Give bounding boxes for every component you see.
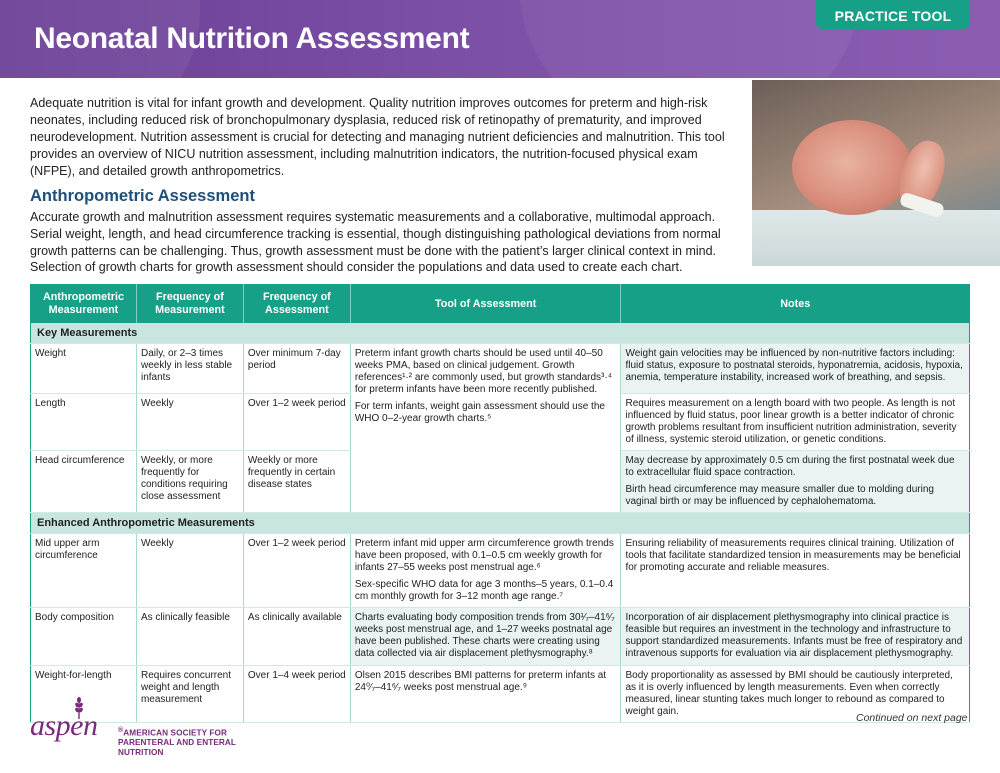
group-row-key xyxy=(31,323,970,344)
cell-notes: Requires measurement on a length board with two people. As length is not influenced by fluid status, poor linear growth is a better indicator of chronic growth problems resultant from insufficient nutrition administration, severity of illness, systemic steroid utilization, or genetic conditions. xyxy=(621,393,970,450)
tool-text: For term infants, weight gain assessment should use the WHO 0–2-year growth charts.⁵ xyxy=(354,400,605,424)
header-decoration xyxy=(520,0,860,78)
cell-tool xyxy=(350,343,621,512)
section-body: Accurate growth and malnutrition assessment requires systematic measurements and a collaborative, multimodal approach. Serial weight, length, and head circumference tracking is essential, though distinguishing pathological deviations from normal growth patterns can be challenging. Thus, growth assessment must be done with the patient’s larger clinical context in mind. Selection of growth charts for growth assessment should consider the populations and data used to create each chart. xyxy=(30,210,721,275)
tool-text: Preterm infant growth charts should be used until 40–50 weeks PMA, based on clinical judgement. Growth references¹·² are commonly used, but growth standards³·⁴ for preterm infants have been more recently published. xyxy=(354,347,613,395)
cell-measurement: Weight-for-length xyxy=(31,665,137,722)
cell-freq-measure: Daily, or 2–3 times weekly in less stable infants xyxy=(136,343,243,393)
cell-freq-measure: Weekly, or more frequently for conditions requiring close assessment xyxy=(136,450,243,512)
cell-notes: Incorporation of air displacement plethysmography into clinical practice is feasible but requires an investment in the technology and infrastructure to support standardized measurements. Infants must be free of respiratory and intravenous supports for evaluation via air displacement plethysmography. xyxy=(621,607,970,665)
table-row xyxy=(31,533,970,607)
group-row-enhanced xyxy=(31,512,970,533)
group-label: Key Measurements xyxy=(31,323,970,344)
practice-tool-badge: PRACTICE TOOL xyxy=(816,0,970,30)
cell-freq-measure: Weekly xyxy=(136,533,243,607)
page-title: Neonatal Nutrition Assessment xyxy=(34,22,470,55)
anthropometric-table xyxy=(30,284,970,723)
cell-tool xyxy=(350,533,621,607)
table-header-row xyxy=(31,285,970,323)
cell-notes: Ensuring reliability of measurements requires clinical training. Utilization of tools that facilitate standardized tension in measurements may be beneficial for promoting accurate and reliable measures. xyxy=(621,533,970,607)
cell-freq-measure: Requires concurrent weight and length measurement xyxy=(136,665,243,722)
cell-freq-assess: Weekly or more frequently in certain disease states xyxy=(243,450,350,512)
group-label: Enhanced Anthropometric Measurements xyxy=(31,512,970,533)
notes-text: May decrease by approximately 0.5 cm during the first postnatal week due to extracellular fluid space contraction. xyxy=(625,454,955,478)
cell-tool: Charts evaluating body composition trends from 30¹⁄₇–41⁶⁄₇ weeks post menstrual age, and 1–27 weeks postnatal age have been published. These charts were creating using data collected via air displacement plethysmography.⁸ xyxy=(350,607,621,665)
cell-freq-assess: Over 1–2 week period xyxy=(243,533,350,607)
newborn-photo xyxy=(752,80,1000,266)
cell-measurement: Body composition xyxy=(31,607,137,665)
intro-paragraph: Adequate nutrition is vital for infant growth and development. Quality nutrition improves outcomes for preterm and high-risk neonates, including reduced risk of bronchopulmonary dysplasia, reduced risk of retinopathy of prematurity, and improved neurodevelopment. Nutrition assessment is crucial for detecting and managing nutrient deficiencies and malnutrition. This tool provides an overview of NICU nutrition assessment, including malnutrition indicators, the nutrition-focused physical exam (NFPE), and detailed growth anthropometrics. xyxy=(30,96,725,178)
logo-organization xyxy=(118,726,270,757)
cell-freq-measure: Weekly xyxy=(136,393,243,450)
column-header: Tool of Assessment xyxy=(350,285,621,323)
tool-text: Preterm infant mid upper arm circumference growth trends have been proposed, with 0.1–0.5 cm weekly growth for infants 27–55 weeks post menstrual age.⁶ xyxy=(354,537,614,573)
cell-freq-measure: As clinically feasible xyxy=(136,607,243,665)
logo-wordmark: aspen xyxy=(30,709,98,742)
column-header: Anthropometric Measurement xyxy=(31,285,137,323)
column-header: Frequency of Assessment xyxy=(243,285,350,323)
notes-text: Birth head circumference may measure smaller due to molding during vaginal birth or may be influenced by cephalohematoma. xyxy=(625,483,934,507)
aspen-logo xyxy=(30,697,270,757)
logo-org-line1: AMERICAN SOCIETY FOR xyxy=(123,728,228,738)
cell-measurement: Mid upper arm circumference xyxy=(31,533,137,607)
section-title: Anthropometric Assessment xyxy=(30,187,255,205)
table-row xyxy=(31,607,970,665)
table-row xyxy=(31,343,970,393)
cell-tool: Olsen 2015 describes BMI patterns for preterm infants at 24⁰⁄₇–41⁶⁄₇ weeks post menstrual age.⁹ xyxy=(350,665,621,722)
tool-text: Sex-specific WHO data for age 3 months–5 years, 0.1–0.4 cm monthly growth for 3–12 month age range.⁷ xyxy=(354,578,614,602)
cell-freq-assess: Over 1–2 week period xyxy=(243,393,350,450)
cell-measurement: Length xyxy=(31,393,137,450)
photo-infant-head xyxy=(792,120,912,215)
cell-notes: Weight gain velocities may be influenced by non-nutritive factors including: fluid status, exposure to postnatal steroids, hyponatremia, acidosis, hypoxia, anemia, temperature instability, increased work of breathing, and sepsis. xyxy=(621,343,970,393)
column-header: Notes xyxy=(621,285,970,323)
cell-measurement: Head circumference xyxy=(31,450,137,512)
cell-freq-assess: As clinically available xyxy=(243,607,350,665)
cell-freq-assess: Over 1–4 week period xyxy=(243,665,350,722)
cell-notes: Body proportionality as assessed by BMI should be cautiously interpreted, as it is overly influenced by length measurements. Even when correctly measured, linear stunting takes much longer to rebound as compared to weight gain. xyxy=(621,665,970,722)
photo-blanket xyxy=(752,210,1000,266)
continued-note: Continued on next page xyxy=(856,712,968,724)
cell-measurement: Weight xyxy=(31,343,137,393)
logo-org-line2: PARENTERAL AND ENTERAL NUTRITION xyxy=(118,738,236,757)
cell-notes xyxy=(621,450,970,512)
cell-freq-assess: Over minimum 7-day period xyxy=(243,343,350,393)
registered-mark: ® xyxy=(118,727,124,734)
column-header: Frequency of Measurement xyxy=(136,285,243,323)
